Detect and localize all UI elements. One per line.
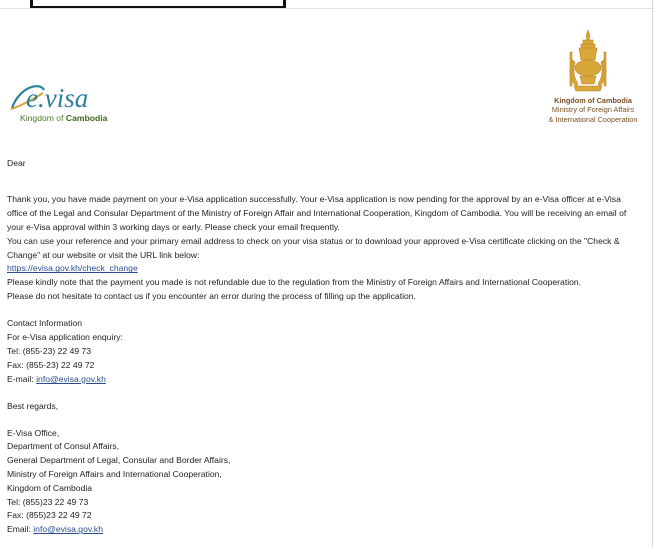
ministry-label bbox=[536, 96, 650, 124]
logo-subtitle: Kingdom of Cambodia bbox=[20, 113, 108, 123]
regards: Best regards, bbox=[7, 400, 59, 411]
contact-heading: Contact Information bbox=[7, 318, 82, 329]
check-paragraph: You can use your reference and your primary email address to check on your visa status or to download your approved e-Visa certificate clicking on the "Check & Change" at our website or visit the URL link below: bbox=[7, 235, 620, 260]
evisa-logo bbox=[10, 80, 130, 130]
sig-ministry: Ministry of Foreign Affairs and International Cooperation, bbox=[7, 468, 222, 479]
sig-email-link[interactable]: info@evisa.gov.kh bbox=[33, 524, 103, 535]
right-border bbox=[652, 0, 653, 548]
sig-email-row: Email: info@evisa.gov.kh bbox=[7, 524, 103, 535]
email-body bbox=[7, 157, 643, 537]
ministry-name-2: & International Cooperation bbox=[548, 114, 638, 124]
contact-email-link[interactable]: info@evisa.gov.kh bbox=[36, 373, 106, 384]
payment-paragraph: Thank you, you have made payment on your e-Visa application successfully. Your e-Visa application is now pending for the approval by an e-Visa officer at e-Visa office of the Legal and Consular Department of the Ministry of Foreign Affair and International Cooperation, Kingdom of Cambodia. You will be receiving an email of your e-Visa approval within 3 working days or early. Please check your email frequently. bbox=[7, 193, 627, 232]
sig-dept: Department of Consul Affairs, bbox=[7, 441, 120, 452]
sig-tel: Tel: (855)23 22 49 73 bbox=[7, 496, 89, 507]
royal-crest-icon bbox=[566, 30, 610, 92]
ministry-name: Ministry of Foreign Affairs bbox=[551, 105, 635, 115]
greeting: Dear bbox=[7, 158, 26, 168]
contact-us-paragraph: Please do not hesitate to contact us if you encounter an error during the process of filling up the application. bbox=[7, 291, 416, 302]
sig-kingdom: Kingdom of Cambodia bbox=[7, 482, 93, 493]
contact-email-row: E-mail: info@evisa.gov.kh bbox=[7, 373, 106, 384]
sig-office: E-Visa Office, bbox=[7, 427, 60, 438]
sig-fax: Fax: (855)23 22 49 72 bbox=[7, 510, 92, 521]
kingdom-name: Kingdom of Cambodia bbox=[554, 96, 632, 105]
contact-tel: Tel: (855-23) 22 49 73 bbox=[7, 345, 92, 356]
evisa-logo-mark bbox=[10, 80, 130, 110]
contact-enquiry: For e-Visa application enquiry: bbox=[7, 332, 123, 343]
header-divider bbox=[0, 8, 654, 9]
sig-general: General Department of Legal, Consular and Border Affairs, bbox=[7, 455, 231, 466]
check-change-link[interactable]: https://evisa.gov.kh/check_change bbox=[7, 263, 138, 274]
contact-fax: Fax: (855-23) 22 49 72 bbox=[7, 359, 95, 370]
logo-text: e.visa bbox=[26, 83, 89, 110]
refund-paragraph: Please kindly note that the payment you made is not refundable due to the regulation from the Ministry of Foreign Affairs and International Cooperation. bbox=[7, 277, 582, 288]
